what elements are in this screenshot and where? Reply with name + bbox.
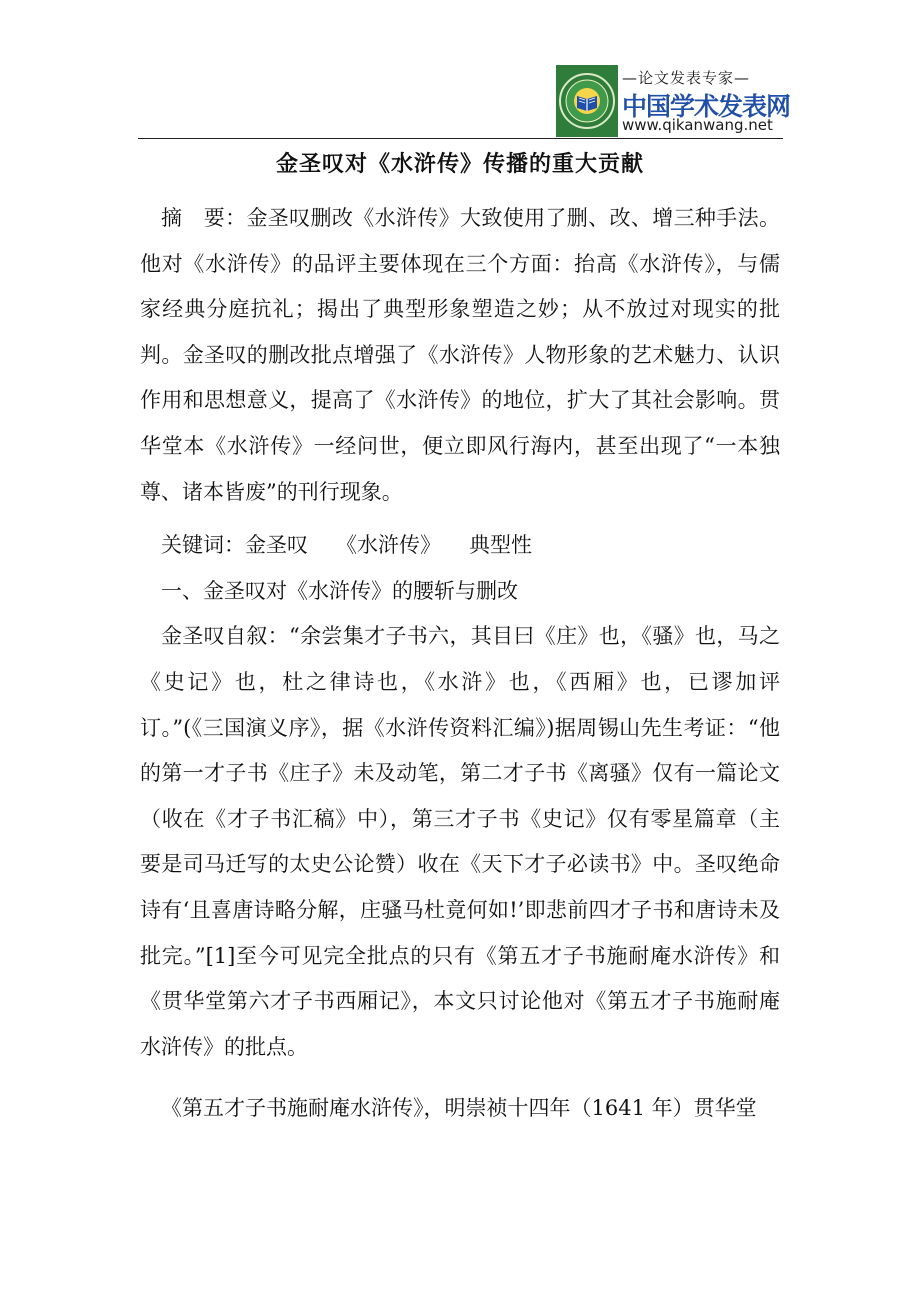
header-divider <box>138 138 783 139</box>
section-heading: 一、金圣叹对《水浒传》的腰斩与删改 <box>161 578 518 603</box>
keyword: 《水浒传》 <box>336 533 441 558</box>
keywords-label: 关键词： <box>161 533 245 558</box>
logo-seal-icon <box>556 65 618 137</box>
article-body <box>140 196 780 1132</box>
banner-url: www.qikanwang.net <box>622 116 773 134</box>
banner-slogan: —论文发表专家— <box>622 69 751 87</box>
abstract-paragraph <box>140 196 780 515</box>
keyword: 金圣叹 <box>245 533 308 558</box>
banner-text <box>618 65 791 137</box>
abstract-text: 金圣叹删改《水浒传》大致使用了删、改、增三种手法。他对《水浒传》的品评主要体现在三个方面：抬高《水浒传》，与儒家经典分庭抗礼；揭出了典型形象塑造之妙；从不放过对现实的批判。金圣叹的删改批点增强了《水浒传》人物形象的艺术魅力、认识作用和思想意义，提高了《水浒传》的地位，扩大了其社会影响。贯华堂本《水浒传》一经问世，便立即风行海内，甚至出现了“一本独尊、诸本皆废”的刊行现象。 <box>140 206 781 504</box>
body-paragraph: 金圣叹自叙：“余尝集才子书六，其目曰《庄》也，《骚》也，马之《史记》也，杜之律诗也，《水浒》也，《西厢》也，已谬加评订。”(《三国演义序》，据《水浒传资料汇编》)据周锡山先生考证：“他的第一才子书《庄子》未及动笔，第二才子书《离骚》仅有一篇论文（收在《才子书汇稿》中），第三才子书《史记》仅有零星篇章（主要是司马迁写的太史公论赞）收在《天下才子必读书》中。圣叹绝命诗有‘且喜唐诗略分解，庄骚马杜竟何如!’即悲前四才子书和唐诗未及批完。”[1]至今可见完全批点的只有《第五才子书施耐庵水浒传》和《贯华堂第六才子书西厢记》，本文只讨论他对《第五才子书施耐庵水浒传》的批点。 <box>140 624 780 1059</box>
abstract-label: 摘 要： <box>161 206 247 230</box>
article-title: 金圣叹对《水浒传》传播的重大贡献 <box>275 151 644 177</box>
publisher-banner <box>556 65 791 137</box>
body-paragraph: 《第五才子书施耐庵水浒传》，明崇祯十四年（1641 年）贯华堂 <box>161 1096 757 1121</box>
banner-brand: 中国学术发表网 <box>622 92 791 121</box>
keyword: 典型性 <box>469 533 532 558</box>
keywords-paragraph <box>140 523 780 569</box>
